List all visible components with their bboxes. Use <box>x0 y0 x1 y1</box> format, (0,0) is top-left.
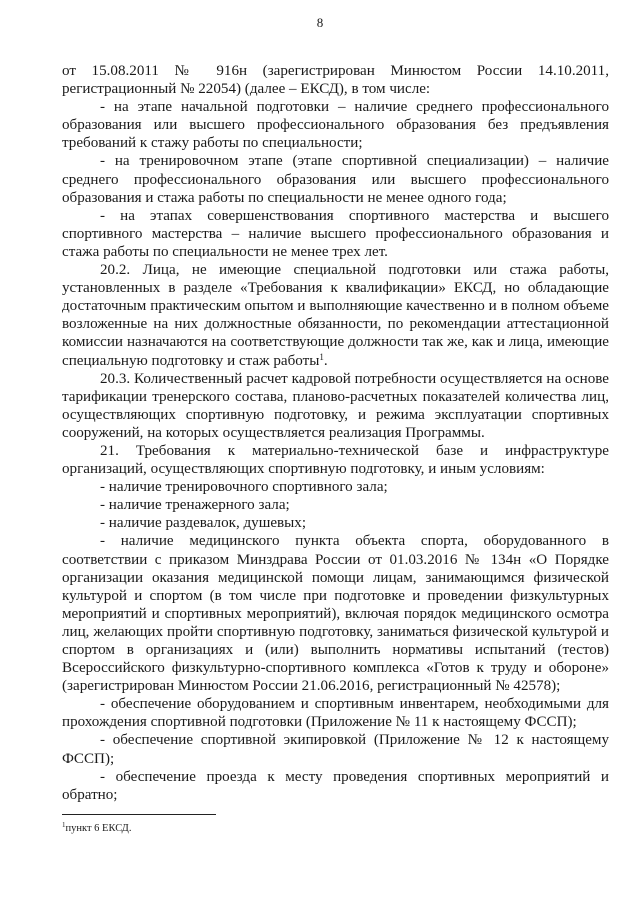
paragraph <box>62 62 609 98</box>
paragraph-text: - наличие тренировочного спортивного зала; <box>100 479 388 496</box>
paragraph <box>62 478 609 496</box>
paragraph-text: - на этапах совершенствования спортивного мастерства и высшего спортивного мастерства – наличие высшего профессионального образования и стажа работы по специальности не менее трех лет. <box>62 207 609 260</box>
footnote-divider <box>62 814 216 815</box>
footnote-reference: 1 <box>319 351 324 362</box>
paragraph <box>62 496 609 514</box>
paragraph-text: - обеспечение оборудованием и спортивным инвентарем, необходимыми для прохождения спортивной подготовки (Приложение № 11 к настоящему ФССП); <box>62 696 609 731</box>
paragraph-text: - на тренировочном этапе (этапе спортивной специализации) – наличие среднего профессионального образования или высшего профессионального образования и стажа работы по специальности не менее одного года; <box>62 153 609 206</box>
paragraph <box>62 261 609 370</box>
paragraph-text: 21. Требования к материально-технической базе и инфраструктуре организаций, осуществляющих спортивную подготовку, и иным условиям: <box>62 442 609 478</box>
paragraph <box>62 514 609 532</box>
paragraph <box>62 442 609 478</box>
paragraph <box>62 98 609 152</box>
paragraph <box>62 207 609 261</box>
paragraph <box>62 370 609 442</box>
footnote-text: пункт 6 ЕКСД. <box>65 823 132 834</box>
page-number: 8 <box>316 15 324 30</box>
document-body <box>62 62 609 804</box>
paragraph-text: от 15.08.2011 № 916н (зарегистрирован Минюстом России 14.10.2011, регистрационный № 22054) (далее – ЕКСД), в том числе: <box>62 63 609 98</box>
paragraph-text: - обеспечение спортивной экипировкой (Приложение № 12 к настоящему ФССП); <box>62 732 609 767</box>
paragraph-text: - обеспечение проезда к месту проведения спортивных мероприятий и обратно; <box>62 768 609 803</box>
paragraph <box>62 152 609 206</box>
paragraph <box>62 695 609 731</box>
paragraph-text: 20.2. Лица, не имеющие специальной подготовки или стажа работы, установленных в разделе «Требования к квалификации» ЕКСД, но обладающие достаточным практическим опытом и выполняющие качественно и в полном объеме возложенные на них должностные обязанности, по рекомендации аттестационной комиссии назначаются на соответствующие должности так же, как и лица, имеющие специальную подготовку и стаж работы <box>62 262 609 369</box>
paragraph-text: - наличие раздевалок, душевых; <box>100 515 307 532</box>
paragraph-text: - на этапе начальной подготовки – наличие среднего профессионального образования или высшего профессионального образования без предъявления требований к стажу работы по специальности; <box>62 99 609 152</box>
footnote-marker: 1 <box>62 821 66 829</box>
paragraph-tail: . <box>323 352 328 369</box>
paragraph <box>62 731 609 767</box>
paragraph <box>62 532 609 695</box>
paragraph-text: 20.3. Количественный расчет кадровой потребности осуществляется на основе тарификации тренерского состава, планово-расчетных показателей количества лиц, осуществляющих спортивную подготовку, и режима эксплуатации спортивных сооружений, на которых осуществляется реализация Программы. <box>62 370 609 441</box>
paragraph-text: - наличие медицинского пункта объекта спорта, оборудованного в соответствии с приказом Минздрава России от 01.03.2016 № 134н «О Порядке организации оказания медицинской помощи лицам, занимающимся физической культурой и спортом (в том числе при подготовке и проведении физкультурных мероприятий и спортивных мероприятий), включая порядок медицинского осмотра лиц, желающих пройти спортивную подготовку, заниматься физической культурой и спортом в организациях и (или) выполнить нормативы испытаний (тестов) Всероссийского физкультурно-спортивного комплекса «Готов к труду и обороне» (зарегистрирован Минюстом России 21.06.2016, регистрационный № 42578); <box>62 533 609 695</box>
footnote <box>62 823 131 834</box>
paragraph-text: - наличие тренажерного зала; <box>100 497 290 514</box>
paragraph <box>62 768 609 804</box>
